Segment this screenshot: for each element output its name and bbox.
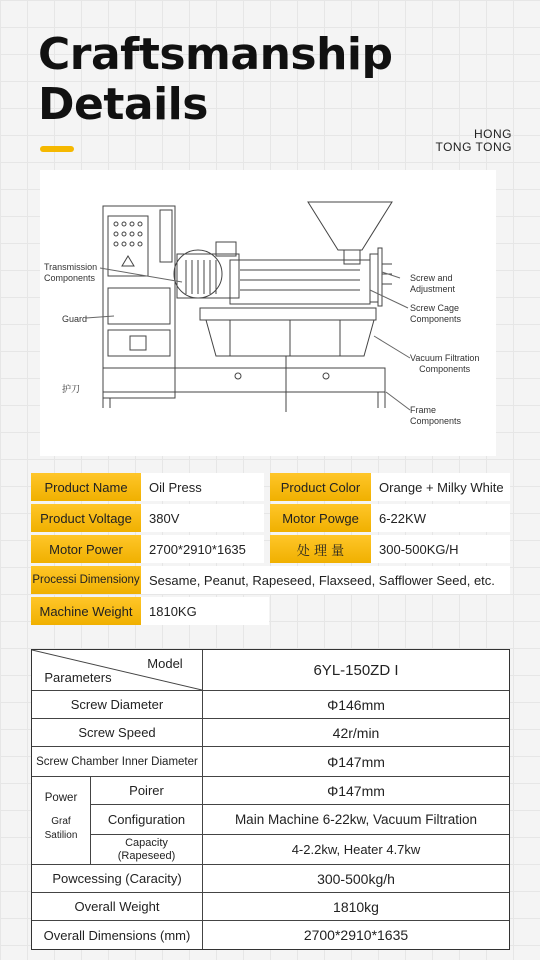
label-screw-cage: Screw Cage Components [410,303,462,324]
row-value-processing: 300-500kg/h [317,870,395,887]
row-value-overall-weight: 1810kg [333,898,379,915]
spec-value: 1810KG [149,603,197,619]
row-value-power: Φ147mm [327,782,385,799]
row-label-configuration: Configuration [107,812,186,827]
spec-processing-capacity [270,535,510,563]
row-label-capacity-1: Capacity [125,836,168,849]
group-label-graf: Graf [51,815,71,827]
spec-label: 处 理 量 [270,535,371,563]
spec-product-color [270,473,510,501]
title-line-1: Craftsmanship [38,29,393,80]
row-value-overall-dimensions: 2700*2910*1635 [303,927,409,943]
spec-label: Product Name [31,473,141,501]
brand-line-1: HONG [474,127,512,141]
row-value-chamber-diameter: Φ147mm [327,753,385,770]
spec-label: Product Color [270,473,371,501]
group-label-satilion: Satilion [44,829,78,841]
row-label-processing: Powcessing (Caracity) [52,871,182,886]
spec-value: Oil Press [149,479,202,495]
title-accent-bar [40,146,74,152]
title-line-2: Details [38,79,208,130]
label-screw-adjustment: Screw and Adjustment [410,273,456,294]
row-label-capacity-2: (Rapeseed) [117,849,176,862]
brand-line-2: TONG TONG [435,140,512,154]
spec-value: 2700*2910*1635 [149,541,246,557]
spec-processing-dimension [31,566,510,594]
spec-value: 6-22KW [379,510,426,526]
spec-label: Motor Power [31,535,141,563]
label-bottom-left: 护刀 [62,384,81,394]
spec-machine-weight [31,597,269,625]
row-label-overall-dimensions: Overall Dimensions (mm) [43,927,191,943]
brand-logo [435,128,512,154]
page-title [38,30,393,130]
row-label-screw-diameter: Screw Diameter [70,697,164,712]
spec-label: Product Voltage [31,504,141,532]
parameters-table [31,649,510,950]
spec-value: Sesame, Peanut, Rapeseed, Flaxseed, Safflower Seed, etc. [149,572,495,588]
row-value-capacity: 4-2.2kw, Heater 4.7kw [291,842,421,857]
spec-product-voltage [31,504,264,532]
row-label-chamber-diameter: Screw Chamber Inner Diameter [36,755,198,768]
row-value-screw-diameter: Φ146mm [327,696,385,713]
spec-value: Orange + Milky White [379,479,504,495]
header-parameters: Parameters [44,669,112,685]
label-vacuum-filtration: Vacuum Filtration Components [410,353,480,374]
spec-label: Motor Powge [270,504,371,532]
spec-label: Machine Weight [31,597,141,625]
row-value-configuration: Main Machine 6-22kw, Vacuum Filtration [234,812,478,827]
spec-value: 380V [149,510,180,526]
machine-diagram [40,170,496,456]
spec-product-name [31,473,264,501]
row-value-screw-speed: 42r/min [332,724,380,741]
model-value: 6YL-150ZD I [313,661,399,679]
spec-value: 300-500KG/H [379,541,459,557]
label-guard: Guard [62,314,88,324]
row-label-overall-weight: Overall Weight [74,899,160,914]
row-label-screw-speed: Screw Speed [78,725,156,740]
group-label-power: Power [44,792,78,804]
label-frame-components: Frame Components [410,405,462,426]
spec-label: Processi Dimensiony [31,566,141,594]
header-model: Model [147,655,183,671]
spec-motor-power [31,535,264,563]
label-transmission-components: Transmission Components [44,262,98,283]
row-label-power: Poirer [129,783,164,798]
spec-motor-powge [270,504,510,532]
